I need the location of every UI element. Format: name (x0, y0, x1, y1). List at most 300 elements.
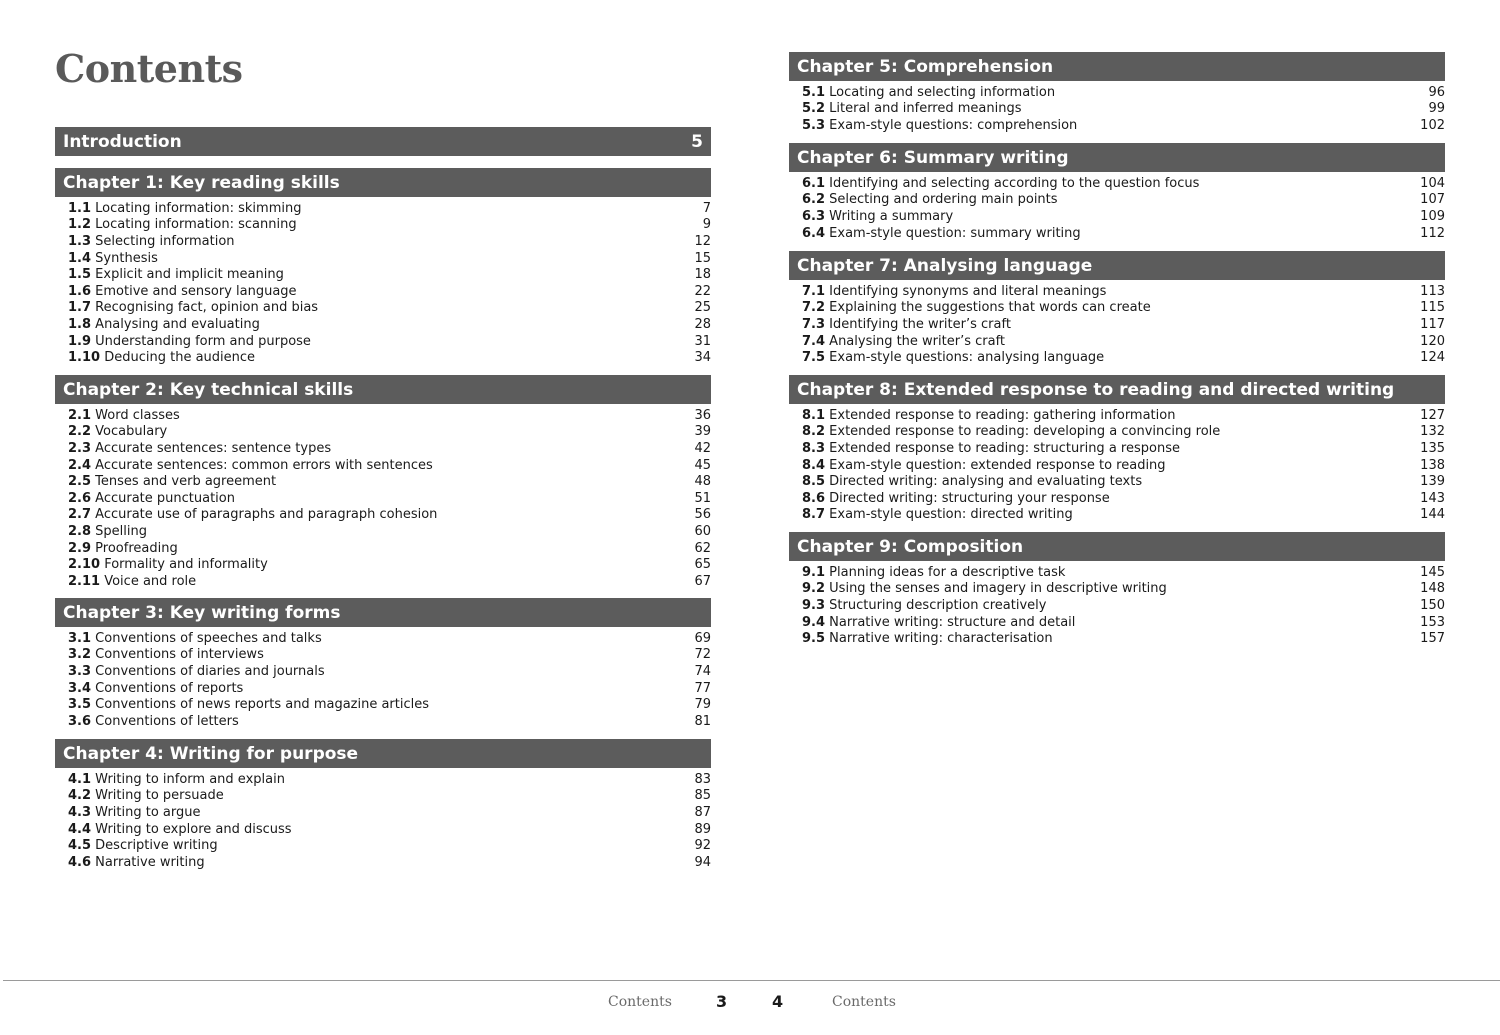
section-title: Exam-style question: summary writing (829, 225, 1081, 241)
page-number: 36 (694, 407, 711, 423)
section-title: Accurate use of paragraphs and paragraph cohesion (95, 507, 438, 523)
page-number: 39 (694, 424, 711, 440)
page-number: 89 (694, 821, 711, 837)
toc-entry[interactable] (55, 316, 711, 333)
toc-entry-title (68, 350, 255, 365)
page-number: 72 (694, 647, 711, 663)
section-number: 4.2 (68, 788, 92, 804)
toc-entry-title (68, 838, 218, 853)
section-number: 6.3 (802, 208, 826, 224)
toc-entry-title (68, 334, 311, 349)
page-number: 7 (702, 200, 711, 216)
toc-entry[interactable] (55, 507, 711, 524)
toc-entry-title (802, 226, 1081, 241)
toc-entry-title (802, 474, 1142, 489)
toc-entry-title (68, 300, 318, 315)
toc-entry[interactable] (55, 300, 711, 317)
section-title: Narrative writing (95, 854, 205, 870)
page-number: 31 (694, 333, 711, 349)
toc-entry-title (802, 192, 1058, 207)
section-title: Writing to argue (95, 804, 201, 820)
chapter-title: Chapter 7: Analysing language (797, 255, 1093, 276)
section-number: 5.2 (802, 101, 826, 117)
page-number: 94 (694, 854, 711, 870)
toc-entry[interactable] (789, 407, 1445, 424)
page-number: 83 (694, 771, 711, 787)
toc-entry[interactable] (789, 630, 1445, 647)
toc-entry[interactable] (55, 630, 711, 647)
chapter-header[interactable] (789, 375, 1445, 404)
chapter-1-items (55, 200, 711, 366)
toc-entry[interactable] (55, 250, 711, 267)
toc-entry[interactable] (789, 225, 1445, 242)
section-title: Planning ideas for a descriptive task (829, 564, 1066, 580)
toc-entry-title (68, 524, 147, 539)
section-title: Proofreading (95, 540, 178, 556)
page-number: 9 (702, 217, 711, 233)
section-number: 8.5 (802, 474, 826, 490)
toc-entry-title (802, 631, 1053, 646)
section-number: 8.7 (802, 507, 826, 523)
section-title: Conventions of interviews (95, 647, 264, 663)
section-number: 4.1 (68, 771, 92, 787)
toc-entry-title (68, 772, 285, 787)
toc-entry-title (68, 474, 276, 489)
toc-entry[interactable] (789, 507, 1445, 524)
section-number: 3.6 (68, 713, 92, 729)
chapter-5-items (789, 84, 1445, 134)
toc-entry-title (68, 284, 297, 299)
toc-entry[interactable] (55, 349, 711, 366)
section-title: Word classes (95, 407, 180, 423)
section-title: Descriptive writing (95, 838, 218, 854)
section-number: 2.2 (68, 424, 92, 440)
section-number: 7.4 (802, 333, 826, 349)
section-title: Using the senses and imagery in descriptive writing (829, 581, 1167, 597)
page-number: 85 (694, 788, 711, 804)
toc-entry[interactable] (789, 349, 1445, 366)
section-number: 7.3 (802, 316, 826, 332)
page-number: 67 (694, 573, 711, 589)
page-number: 138 (1420, 457, 1445, 473)
section-title: Narrative writing: characterisation (829, 631, 1053, 647)
toc-entry-title (802, 317, 1011, 332)
page-number: 120 (1420, 333, 1445, 349)
chapter-title: Chapter 9: Composition (797, 536, 1024, 557)
section-number: 1.6 (68, 283, 92, 299)
toc-entry-title (802, 458, 1166, 473)
footer-left-label: Contents (608, 994, 672, 1010)
toc-entry[interactable] (789, 283, 1445, 300)
toc-entry[interactable] (789, 597, 1445, 614)
toc-entry[interactable] (789, 440, 1445, 457)
toc-entry[interactable] (789, 581, 1445, 598)
chapter-2-items (55, 407, 711, 590)
section-title: Formality and informality (104, 557, 268, 573)
chapter-8-items (789, 407, 1445, 523)
section-number: 1.2 (68, 217, 92, 233)
page-number: 12 (694, 233, 711, 249)
chapter-title: Chapter 5: Comprehension (797, 56, 1054, 77)
toc-entry-title (68, 201, 301, 216)
section-title: Understanding form and purpose (95, 333, 311, 349)
toc-entry-title (68, 458, 433, 473)
section-number: 3.4 (68, 680, 92, 696)
toc-entry[interactable] (789, 300, 1445, 317)
section-number: 8.1 (802, 407, 826, 423)
page-number: 145 (1420, 564, 1445, 580)
page-number: 132 (1420, 424, 1445, 440)
toc-entry[interactable] (55, 788, 711, 805)
page-number: 115 (1420, 300, 1445, 316)
section-number: 1.5 (68, 267, 92, 283)
section-title: Identifying and selecting according to the question focus (829, 175, 1200, 191)
toc-entry[interactable] (55, 457, 711, 474)
page-number: 28 (694, 316, 711, 332)
page-number: 69 (694, 630, 711, 646)
section-number: 4.6 (68, 854, 92, 870)
toc-entry-title (68, 805, 201, 820)
toc-entry[interactable] (55, 663, 711, 680)
toc-entry-title (802, 118, 1077, 133)
toc-entry[interactable] (789, 316, 1445, 333)
toc-entry[interactable] (55, 200, 711, 217)
toc-entry[interactable] (55, 771, 711, 788)
toc-entry-title (802, 284, 1106, 299)
chapter-6-items (789, 175, 1445, 241)
toc-entry-title (68, 491, 235, 506)
chapter-title: Chapter 2: Key technical skills (63, 379, 354, 400)
section-number: 5.1 (802, 84, 826, 100)
page-number: 15 (694, 250, 711, 266)
section-number: 8.4 (802, 457, 826, 473)
section-title: Selecting and ordering main points (829, 192, 1058, 208)
chapter-header[interactable] (789, 251, 1445, 280)
toc-entry-title (68, 267, 284, 282)
page-number: 60 (694, 523, 711, 539)
section-title: Extended response to reading: gathering information (829, 407, 1176, 423)
section-number: 7.5 (802, 350, 826, 366)
toc-entry[interactable] (55, 490, 711, 507)
toc-entry-title (68, 234, 235, 249)
footer-left-page-number: 3 (716, 992, 728, 1011)
section-title: Writing to inform and explain (95, 771, 285, 787)
section-title: Directed writing: structuring your response (829, 490, 1110, 506)
section-number: 1.8 (68, 316, 92, 332)
page-number: 65 (694, 557, 711, 573)
chapter-title: Chapter 8: Extended response to reading and directed writing (797, 379, 1395, 400)
section-number: 9.1 (802, 564, 826, 580)
section-title: Narrative writing: structure and detail (829, 614, 1076, 630)
toc-entry[interactable] (789, 84, 1445, 101)
chapter-title: Chapter 4: Writing for purpose (63, 743, 359, 764)
page-number: 127 (1420, 407, 1445, 423)
section-title: Writing to explore and discuss (95, 821, 292, 837)
section-title: Conventions of news reports and magazine articles (95, 697, 430, 713)
page-number: 79 (694, 697, 711, 713)
toc-entry-title (68, 541, 178, 556)
toc-entry-title (802, 565, 1065, 580)
toc-entry-title (68, 441, 331, 456)
section-number: 8.3 (802, 440, 826, 456)
toc-entry[interactable] (55, 266, 711, 283)
section-number: 3.3 (68, 663, 92, 679)
page-number: 22 (694, 283, 711, 299)
section-title: Emotive and sensory language (95, 283, 297, 299)
section-title: Synthesis (95, 250, 158, 266)
section-title: Vocabulary (95, 424, 168, 440)
section-title: Analysing the writer’s craft (829, 333, 1006, 349)
section-title: Voice and role (104, 573, 197, 589)
chapter-header[interactable] (55, 375, 711, 404)
section-title: Identifying the writer’s craft (829, 316, 1011, 332)
section-title: Explaining the suggestions that words can create (829, 300, 1151, 316)
section-title: Conventions of letters (95, 713, 239, 729)
toc-entry-title (802, 209, 953, 224)
page-number: 62 (694, 540, 711, 556)
toc-entry-title (802, 424, 1220, 439)
section-title: Directed writing: analysing and evaluating texts (829, 474, 1143, 490)
section-number: 9.2 (802, 581, 826, 597)
page-title: Contents (55, 46, 243, 91)
toc-entry[interactable] (55, 233, 711, 250)
toc-entry-title (802, 408, 1175, 423)
toc-entry[interactable] (55, 523, 711, 540)
section-number: 6.2 (802, 192, 826, 208)
toc-entry[interactable] (55, 837, 711, 854)
section-number: 8.6 (802, 490, 826, 506)
section-number: 2.1 (68, 407, 92, 423)
page-number: 104 (1420, 175, 1445, 191)
page-number: 96 (1428, 84, 1445, 100)
toc-entry[interactable] (55, 540, 711, 557)
toc-entry[interactable] (789, 333, 1445, 350)
page-number: 150 (1420, 597, 1445, 613)
section-number: 2.10 (68, 557, 101, 573)
section-title: Structuring description creatively (829, 597, 1047, 613)
section-title: Locating information: scanning (95, 217, 297, 233)
toc-entry[interactable] (55, 713, 711, 730)
toc-entry[interactable] (789, 490, 1445, 507)
page-number: 102 (1420, 117, 1445, 133)
section-number: 2.6 (68, 490, 92, 506)
section-number: 7.2 (802, 300, 826, 316)
section-title: Conventions of diaries and journals (95, 663, 325, 679)
chapter-header[interactable] (55, 598, 711, 627)
toc-entry-title (802, 441, 1180, 456)
section-number: 1.1 (68, 200, 92, 216)
toc-entry[interactable] (55, 680, 711, 697)
chapter-title: Chapter 6: Summary writing (797, 147, 1069, 168)
toc-entry-title (68, 714, 239, 729)
chapter-header[interactable] (789, 143, 1445, 172)
section-title: Accurate sentences: common errors with sentences (95, 457, 433, 473)
toc-entry-title (802, 334, 1005, 349)
toc-entry[interactable] (789, 208, 1445, 225)
toc-entry-title (68, 507, 437, 522)
page-number: 87 (694, 804, 711, 820)
toc-entry[interactable] (55, 424, 711, 441)
section-title: Selecting information (95, 233, 235, 249)
toc-entry-title (802, 176, 1199, 191)
section-title: Literal and inferred meanings (829, 101, 1022, 117)
toc-entry[interactable] (55, 821, 711, 838)
page-number: 74 (694, 663, 711, 679)
toc-entry-title (68, 788, 224, 803)
toc-entry-title (68, 424, 167, 439)
section-number: 2.5 (68, 474, 92, 490)
toc-entry[interactable] (55, 696, 711, 713)
page-number: 109 (1420, 208, 1445, 224)
toc-entry[interactable] (789, 614, 1445, 631)
section-title: Explicit and implicit meaning (95, 267, 284, 283)
section-number: 9.5 (802, 631, 826, 647)
toc-entry-title (802, 300, 1151, 315)
chapter-header[interactable] (55, 739, 711, 768)
section-number: 2.9 (68, 540, 92, 556)
page-number: 143 (1420, 490, 1445, 506)
chapter-title: Chapter 1: Key reading skills (63, 172, 340, 193)
toc-entry[interactable] (55, 217, 711, 234)
section-number: 4.4 (68, 821, 92, 837)
section-title: Locating and selecting information (829, 84, 1056, 100)
page-number: 153 (1420, 614, 1445, 630)
toc-entry-title (802, 85, 1055, 100)
page-number: 99 (1428, 101, 1445, 117)
toc-entry[interactable] (789, 175, 1445, 192)
section-number: 4.3 (68, 804, 92, 820)
page-number: 56 (694, 507, 711, 523)
toc-entry[interactable] (789, 473, 1445, 490)
toc-entry[interactable] (55, 556, 711, 573)
toc-entry-title (68, 681, 243, 696)
chapter-9-items (789, 564, 1445, 647)
section-title: Writing to persuade (95, 788, 224, 804)
introduction-label: Introduction (63, 131, 182, 152)
page-number: 51 (694, 490, 711, 506)
toc-entry[interactable] (55, 440, 711, 457)
page-number: 48 (694, 474, 711, 490)
section-number: 1.10 (68, 350, 101, 366)
section-title: Spelling (95, 523, 148, 539)
page-number: 157 (1420, 631, 1445, 647)
section-title: Extended response to reading: structuring a response (829, 440, 1180, 456)
section-number: 4.5 (68, 838, 92, 854)
page-number: 148 (1420, 581, 1445, 597)
section-number: 1.4 (68, 250, 92, 266)
section-number: 1.9 (68, 333, 92, 349)
toc-entry-title (802, 581, 1167, 596)
section-title: Recognising fact, opinion and bias (95, 300, 319, 316)
introduction-header[interactable] (55, 127, 711, 156)
section-number: 6.4 (802, 225, 826, 241)
toc-entry[interactable] (789, 117, 1445, 134)
toc-entry-title (68, 855, 205, 870)
section-title: Accurate punctuation (95, 490, 235, 506)
page-number: 77 (694, 680, 711, 696)
section-title: Deducing the audience (104, 350, 256, 366)
toc-entry-title (68, 574, 196, 589)
page-number: 92 (694, 838, 711, 854)
page-number: 124 (1420, 350, 1445, 366)
toc-entry[interactable] (55, 647, 711, 664)
section-title: Exam-style question: directed writing (829, 507, 1073, 523)
section-title: Tenses and verb agreement (95, 474, 277, 490)
section-number: 1.3 (68, 233, 92, 249)
toc-entry-title (802, 350, 1104, 365)
section-number: 9.3 (802, 597, 826, 613)
page-number: 135 (1420, 440, 1445, 456)
page-number: 113 (1420, 283, 1445, 299)
section-number: 2.8 (68, 523, 92, 539)
chapter-4-items (55, 771, 711, 871)
section-number: 9.4 (802, 614, 826, 630)
page-number: 107 (1420, 192, 1445, 208)
toc-entry-title (68, 217, 297, 232)
page-number: 139 (1420, 474, 1445, 490)
toc-entry[interactable] (789, 101, 1445, 118)
page-number: 117 (1420, 316, 1445, 332)
page-number: 112 (1420, 225, 1445, 241)
toc-entry[interactable] (789, 457, 1445, 474)
toc-entry-title (68, 647, 264, 662)
toc-entry-title (68, 631, 322, 646)
section-number: 2.7 (68, 507, 92, 523)
chapter-header[interactable] (789, 532, 1445, 561)
section-number: 1.7 (68, 300, 92, 316)
page-number: 81 (694, 713, 711, 729)
chapter-3-items (55, 630, 711, 730)
toc-entry[interactable] (789, 424, 1445, 441)
section-title: Analysing and evaluating (95, 316, 260, 332)
section-number: 2.4 (68, 457, 92, 473)
section-title: Identifying synonyms and literal meanings (829, 283, 1107, 299)
page-number: 42 (694, 440, 711, 456)
toc-entry-title (68, 664, 325, 679)
chapter-7-items (789, 283, 1445, 366)
toc-entry[interactable] (55, 283, 711, 300)
section-number: 3.1 (68, 630, 92, 646)
footer-right-label: Contents (832, 994, 896, 1010)
toc-entry[interactable] (789, 192, 1445, 209)
chapter-title: Chapter 3: Key writing forms (63, 602, 341, 623)
toc-entry-title (68, 251, 158, 266)
toc-entry[interactable] (55, 333, 711, 350)
section-title: Exam-style questions: comprehension (829, 117, 1078, 133)
section-title: Extended response to reading: developing a convincing role (829, 424, 1221, 440)
footer-divider (3, 980, 1500, 981)
section-title: Locating information: skimming (95, 200, 302, 216)
toc-entry[interactable] (55, 854, 711, 871)
introduction-page: 5 (691, 131, 703, 152)
section-number: 2.11 (68, 573, 101, 589)
section-number: 3.2 (68, 647, 92, 663)
toc-entry[interactable] (55, 804, 711, 821)
chapter-header[interactable] (789, 52, 1445, 81)
toc-entry[interactable] (55, 407, 711, 424)
section-title: Exam-style questions: analysing language (829, 350, 1105, 366)
chapter-header[interactable] (55, 168, 711, 197)
section-number: 7.1 (802, 283, 826, 299)
toc-entry-title (802, 491, 1110, 506)
page-number: 25 (694, 300, 711, 316)
toc-entry[interactable] (55, 573, 711, 590)
toc-entry[interactable] (789, 564, 1445, 581)
section-title: Exam-style question: extended response to reading (829, 457, 1166, 473)
toc-entry[interactable] (55, 473, 711, 490)
toc-entry-title (68, 317, 260, 332)
section-number: 8.2 (802, 424, 826, 440)
